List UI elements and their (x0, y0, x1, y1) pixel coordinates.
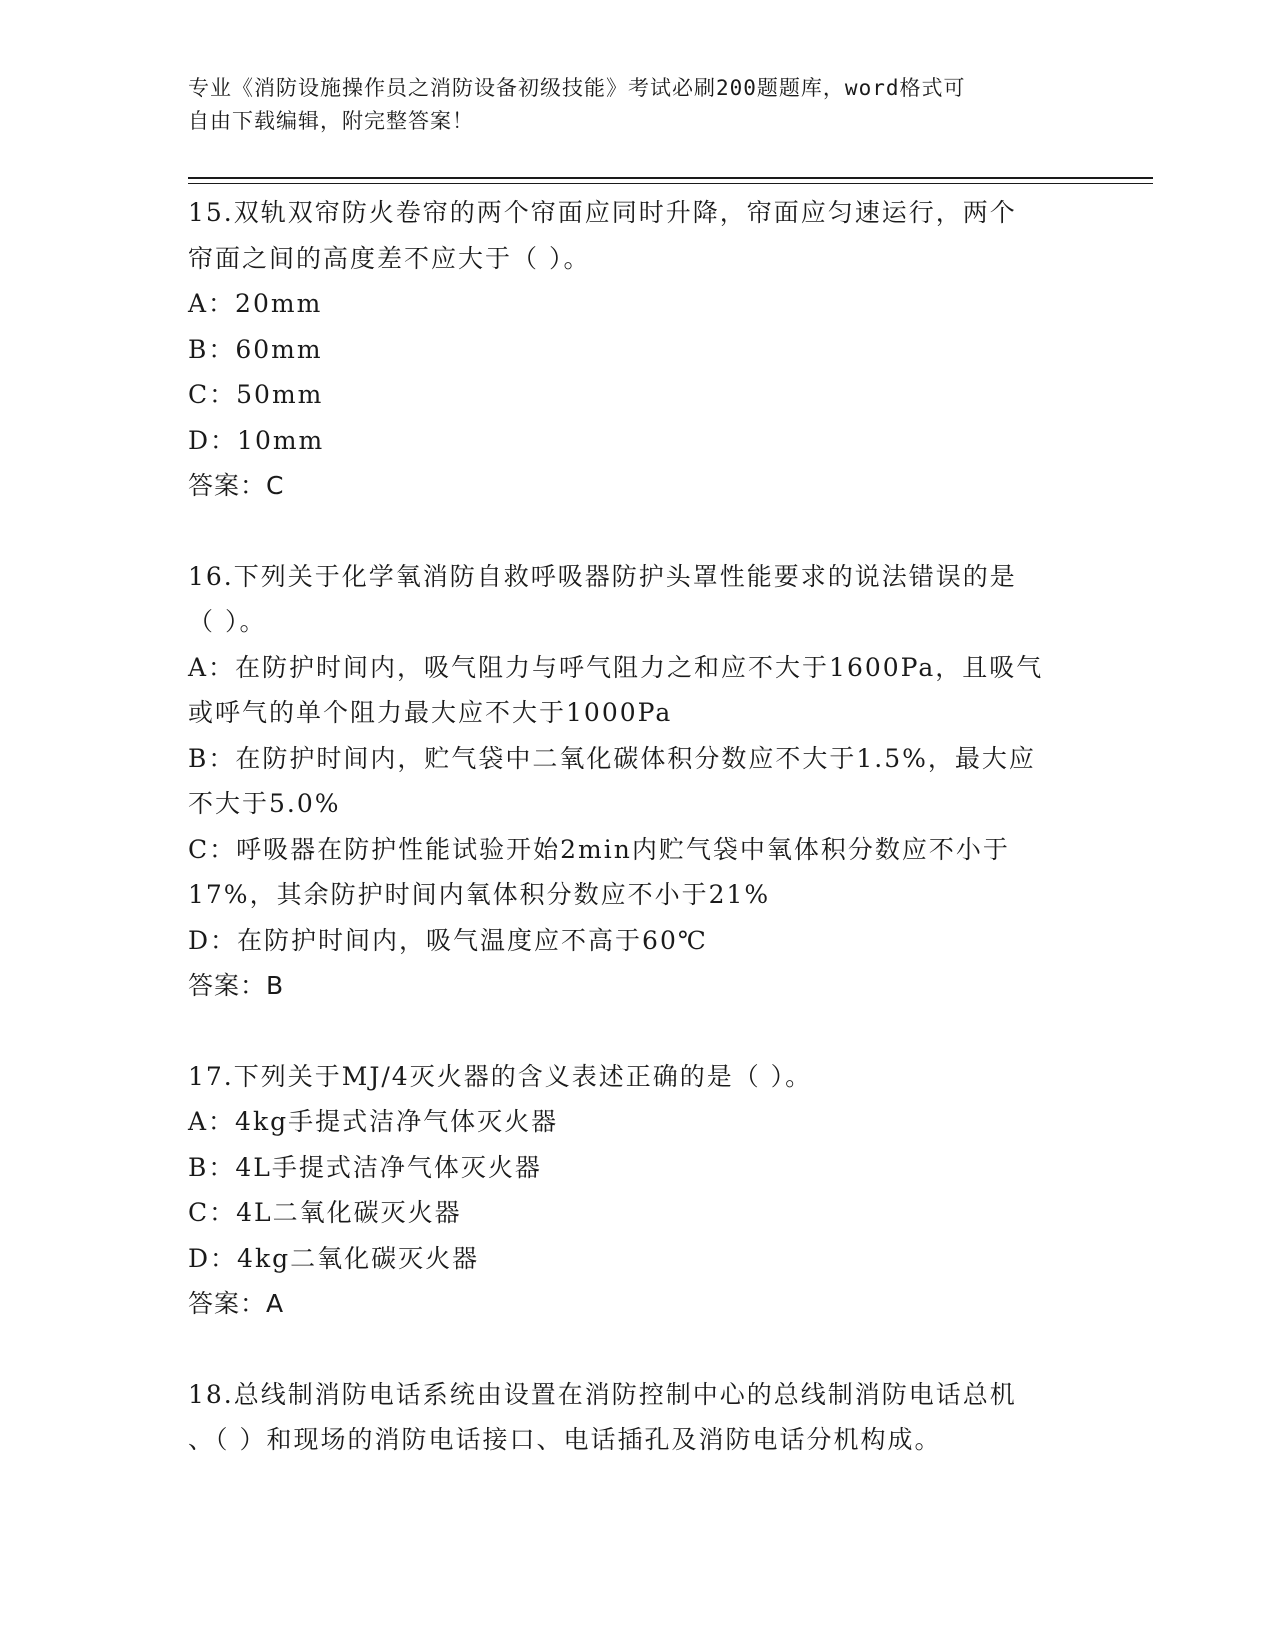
question-text: 16.下列关于化学氧消防自救呼吸器防护头罩性能要求的说法错误的是 (188, 561, 1017, 591)
option-a: A：20mm (188, 289, 323, 318)
option-a: A：在防护时间内，吸气阻力与呼气阻力之和应不大于1600Pa，且吸气 (188, 652, 1044, 682)
option-a-cont: 或呼气的单个阻力最大应不大于1000Pa (188, 698, 673, 727)
question-text: 15.双轨双帘防火卷帘的两个帘面应同时升降，帘面应匀速运行，两个 (188, 198, 1017, 227)
question-text: 帘面之间的高度差不应大于（ ）。 (188, 243, 591, 273)
question-text: 、（ ）和现场的消防电话接口、电话插孔及消防电话分机构成。 (188, 1425, 942, 1454)
document-header (188, 72, 1088, 138)
question-text: 18.总线制消防电话系统由设置在消防控制中心的总线制消防电话总机 (188, 1379, 1017, 1409)
answer: 答案：B (188, 971, 285, 1000)
header-line: 专业《消防设施操作员之消防设备初级技能》考试必刷200题题库，word格式可 (188, 76, 966, 100)
answer: 答案：A (188, 1289, 285, 1318)
option-b: B：60mm (188, 334, 323, 364)
option-c-cont: 17%，其余防护时间内氧体积分数应不小于21% (188, 880, 771, 909)
question-17 (188, 1054, 1088, 1327)
option-b-cont: 不大于5.0% (188, 789, 341, 818)
question-16 (188, 554, 1088, 1009)
question-15 (188, 190, 1088, 509)
option-d: D：在防护时间内，吸气温度应不高于60℃ (188, 925, 708, 955)
header-line: 自由下载编辑，附完整答案！ (188, 109, 474, 133)
option-d: D：4kg二氧化碳灭火器 (188, 1243, 480, 1273)
question-text: （ ）。 (188, 607, 267, 636)
option-c: C：呼吸器在防护性能试验开始2min内贮气袋中氧体积分数应不小于 (188, 834, 1010, 864)
option-b: B：4L手提式洁净气体灭火器 (188, 1152, 542, 1182)
answer: 答案：C (188, 471, 285, 500)
question-list (188, 190, 1088, 1463)
option-d: D：10mm (188, 425, 325, 455)
question-text: 17.下列关于MJ/4灭火器的含义表述正确的是（ ）。 (188, 1061, 813, 1091)
question-18 (188, 1372, 1088, 1463)
header-divider-thin (188, 183, 1153, 184)
option-a: A：4kg手提式洁净气体灭火器 (188, 1107, 559, 1136)
option-c: C：4L二氧化碳灭火器 (188, 1198, 462, 1227)
option-b: B：在防护时间内，贮气袋中二氧化碳体积分数应不大于1.5%，最大应 (188, 743, 1036, 773)
header-divider (188, 177, 1153, 179)
option-c: C：50mm (188, 380, 324, 409)
